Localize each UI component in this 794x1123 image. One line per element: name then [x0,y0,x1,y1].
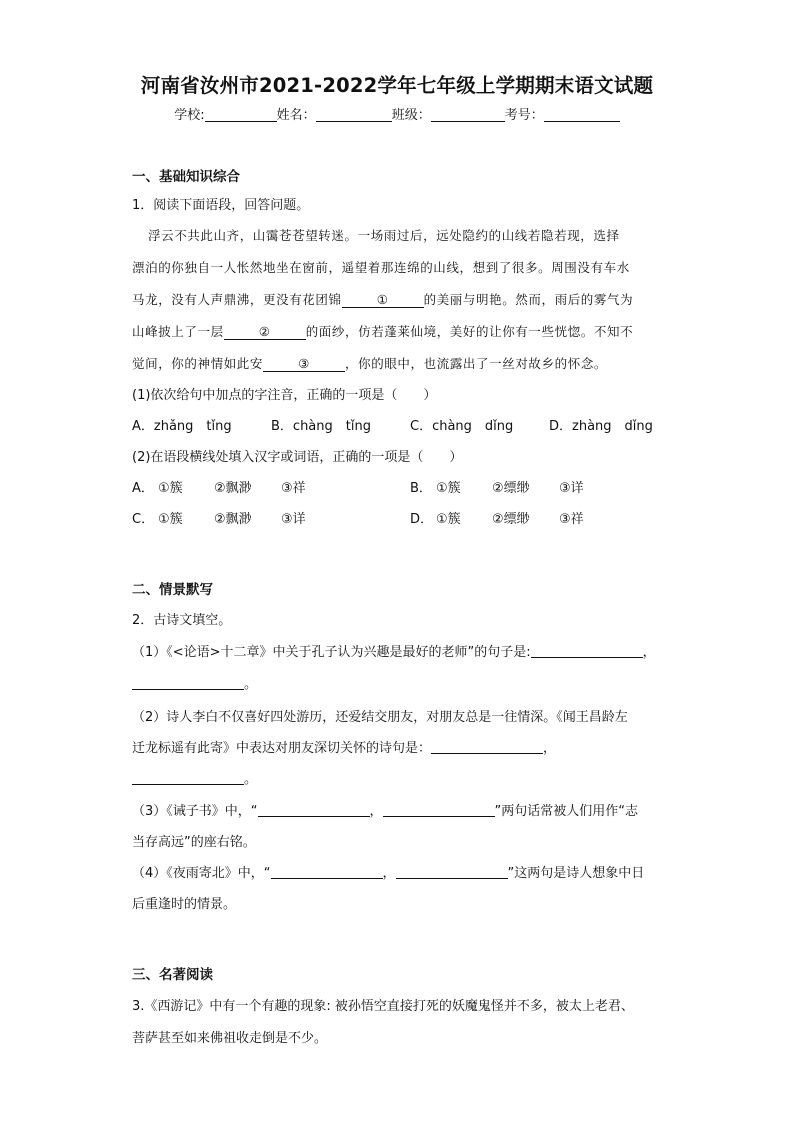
passage-line-2: 漂泊的你独自一人怅然地坐在窗前，遥望着那连绵的山线，想到了很多。周围没有车水 [132,260,630,275]
number-label: 考号： [504,108,544,123]
fill-blank-2[interactable]: ② [224,324,306,340]
passage-line-3: 马龙，没有人声鼎沸，更没有花团锦 ① 的美丽与明艳。然而，雨后的雾气为 [132,292,634,307]
sub-question-2: (2)在语段横线处填入汉字或词语，正确的一项是（ ） [132,450,463,465]
answer-blank-4b[interactable] [396,865,508,879]
passage-line-1: 浮云不共此山齐，山霭苍苍望转迷。一场雨过后，远处隐约的山线若隐若现，选择 [148,228,620,243]
school-label: 学校: [174,108,205,123]
q2-item-1-line-2: 。 [132,673,257,692]
question-3-line-2: 菩萨甚至如来佛祖收走倒是不少。 [132,1031,328,1046]
answer-blank-1b[interactable] [132,676,244,690]
answer-blank-3b[interactable] [383,803,495,817]
number-blank[interactable] [544,107,620,122]
q2-item-4-line-1: （4）《夜雨寄北》中，“ ， ”这两句是诗人想象中日 [132,866,645,881]
option-1d[interactable]: D．zhàng dǐng [549,419,653,434]
fill-blank-3[interactable]: ③ [263,356,345,372]
option-2a[interactable]: A． ①簇 ②飘渺 ③祥 [132,481,306,496]
q2-item-3-line-1: （3）《诫子书》中，“ ， ”两句话常被人们用作“志 [132,804,639,819]
class-blank[interactable] [431,107,505,122]
option-2b[interactable]: B． ①簇 ②缥缈 ③详 [410,481,584,496]
question-1-stem: 1．阅读下面语段，回答问题。 [132,198,310,213]
option-2d[interactable]: D． ①簇 ②缥缈 ③祥 [410,512,584,527]
q2-item-2-line-1: （2）诗人李白不仅喜好四处游历，还爱结交朋友，对朋友总是一往情深。《闻王昌龄左 [132,710,628,725]
q2-item-2-line-3: 。 [132,768,257,787]
student-info-line [0,104,794,123]
passage-line-4: 山峰披上了一层 ② 的面纱，仿若蓬莱仙境，美好的让你有一些恍惚。不知不 [132,324,634,339]
class-label: 班级： [391,108,431,123]
option-1c[interactable]: C．chàng dǐng [410,419,514,434]
school-blank[interactable] [205,107,277,122]
answer-blank-4a[interactable] [271,865,383,879]
answer-blank-3a[interactable] [258,803,370,817]
section-heading-1: 一、基础知识综合 [132,169,240,185]
page-title: 河南省汝州市2021-2022学年七年级上学期期末语文试题 [140,74,654,97]
name-blank[interactable] [316,107,392,122]
passage-line-5: 觉间，你的神情如此安 ③ ，你的眼中，也流露出了一丝对故乡的怀念。 [132,356,608,371]
name-label: 姓名： [276,108,316,123]
q2-item-3-line-2: 当存高远”的座右铭。 [132,835,256,850]
fill-blank-1[interactable]: ① [342,292,424,308]
question-3-line-1: 3.《西游记》中有一个有趣的现象: 被孙悟空直接打死的妖魔鬼怪并不多，被太上老君、 [132,999,634,1014]
section-heading-2: 二、情景默写 [132,582,213,598]
option-2c[interactable]: C． ①簇 ②飘渺 ③详 [132,512,306,527]
option-1b[interactable]: B．chàng tǐng [271,419,371,434]
answer-blank-2a[interactable] [431,740,543,754]
sub-question-1: (1)依次给句中加点的字注音，正确的一项是（ ） [132,388,437,403]
section-heading-3: 三、名著阅读 [132,967,213,983]
question-2-stem: 2．古诗文填空。 [132,613,232,628]
option-1a[interactable]: A．zhǎng tǐng [132,419,232,434]
q2-item-4-line-2: 后重逢时的情景。 [132,897,237,912]
answer-blank-2b[interactable] [132,771,244,785]
answer-blank-1a[interactable] [531,644,643,658]
q2-item-1-line-1: （1）《<论语>十二章》中关于孔子认为兴趣是最好的老师”的句子是: ， [132,645,656,660]
q2-item-2-line-2: 迁龙标遥有此寄》中表达对朋友深切关怀的诗句是： ， [132,741,557,756]
